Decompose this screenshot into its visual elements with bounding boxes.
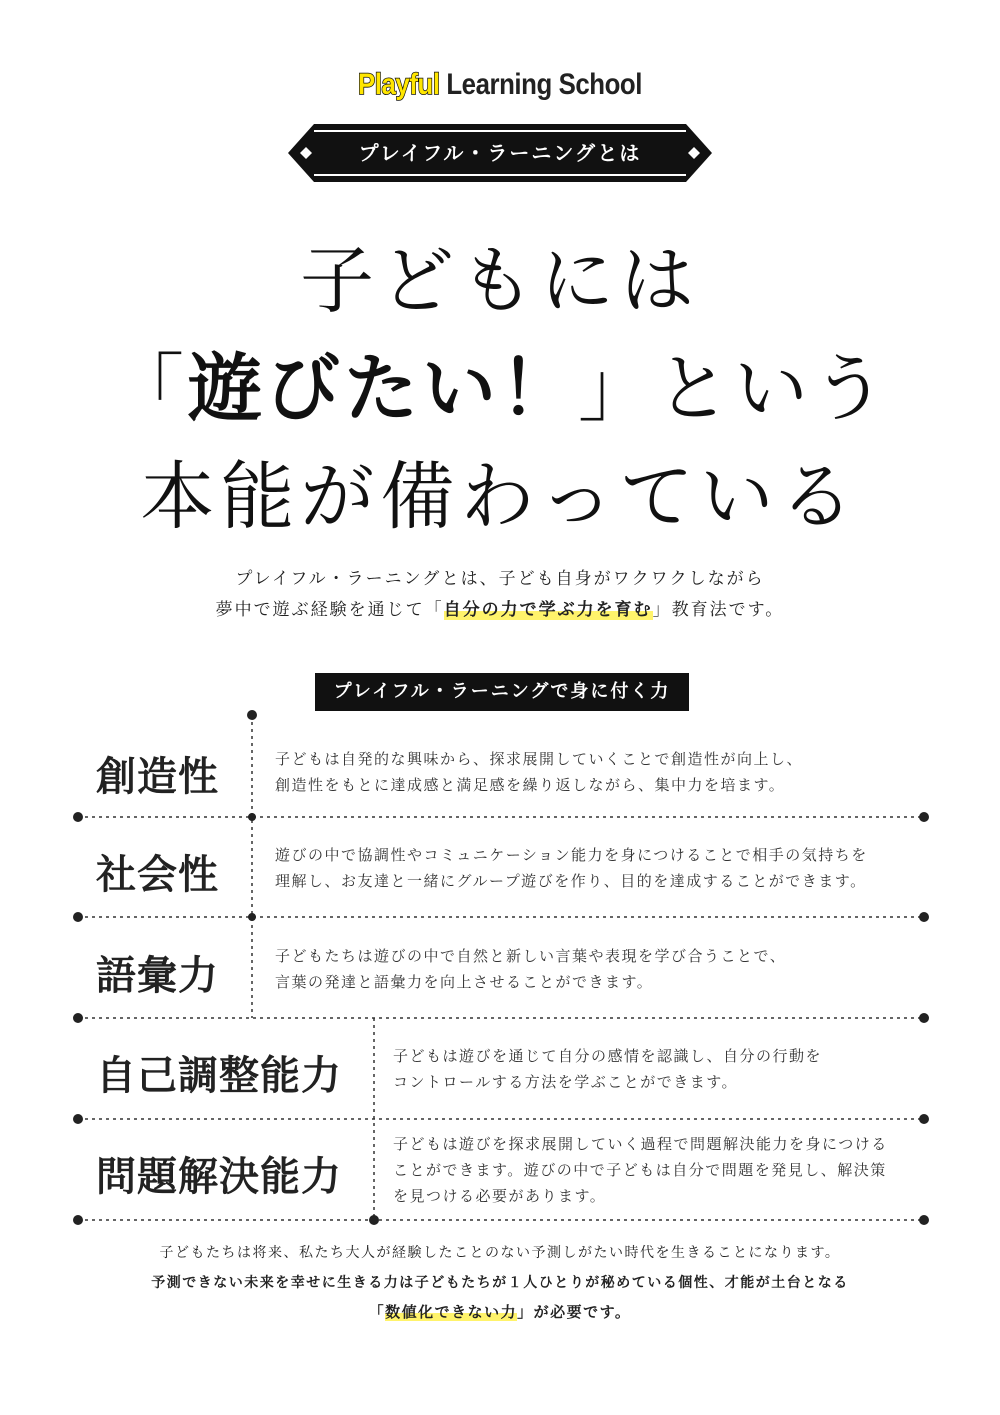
closing-line-2: 予測できない未来を幸せに生きる力は子どもたちが１人ひとりが秘めている個性、才能が土台となる: [151, 1275, 849, 1291]
skill-desc-problem-solving: [393, 1131, 888, 1209]
grid-dot: [73, 912, 83, 922]
grid-dot: [369, 1215, 379, 1225]
intro-line-2-before: 夢中で遊ぶ経験を通じて「: [215, 600, 444, 620]
skill-desc-line: ことができます。遊びの中で子どもは自分で問題を発見し、解決策: [393, 1161, 887, 1179]
skill-desc-line: 理解し、お友達と一緒にグループ遊びを作り、目的を達成することができます。: [275, 872, 867, 890]
logo-rest-words: Learning School: [439, 68, 642, 101]
grid-dot: [73, 1114, 83, 1124]
skill-desc-line: コントロールする方法を学ぶことができます。: [393, 1073, 739, 1091]
grid-dot: [919, 812, 929, 822]
logo-highlight-word: Playful: [357, 68, 440, 101]
grid-dot: [73, 1013, 83, 1023]
skill-desc-line: を見つける必要があります。: [393, 1187, 607, 1205]
headline-line-1: 子どもには: [300, 238, 700, 324]
grid-dot: [73, 1215, 83, 1225]
closing-line-3-rest: 」が必要です。: [517, 1303, 632, 1321]
grid-dot: [919, 1114, 929, 1124]
headline-line-3: 本能が備わっている: [140, 454, 860, 540]
skill-desc-sociality: [275, 842, 868, 894]
skill-desc-creativity: [275, 746, 803, 798]
grid-dot: [919, 1215, 929, 1225]
headline-line-2-rest: 」という: [578, 346, 890, 432]
headline-emphasis: 遊びたい！: [188, 346, 578, 432]
skill-title-vocabulary: 語彙力: [96, 953, 219, 999]
skill-title-sociality: 社会性: [96, 852, 219, 898]
grid-dot: [247, 710, 257, 720]
grid-dot: [919, 1013, 929, 1023]
skill-desc-line: 言葉の発達と語彙力を向上させることができます。: [275, 973, 654, 991]
grid-dot: [73, 812, 83, 822]
skill-desc-line: 子どもは自発的な興味から、探求展開していくことで創造性が向上し、: [275, 750, 804, 768]
intro-line-2-after: 」教育法です。: [652, 600, 785, 620]
skill-desc-line: 子どもたちは遊びの中で自然と新しい言葉や表現を学び合うことで、: [275, 947, 787, 965]
intro-highlight: 自分の力で学ぶ力を育む: [443, 600, 653, 620]
skill-desc-self-regulation: [393, 1043, 822, 1095]
skill-desc-line: 創造性をもとに達成感と満足感を繰り返しながら、集中力を培ます。: [275, 776, 786, 794]
closing-open-bracket: 「: [368, 1303, 386, 1321]
closing-line-3: [0, 1301, 1000, 1322]
grid-dot: [248, 913, 256, 921]
skill-desc-vocabulary: [275, 943, 786, 995]
skill-title-creativity: 創造性: [96, 754, 219, 800]
grid-dot: [919, 912, 929, 922]
skills-section-label: プレイフル・ラーニングで身に付く力: [315, 673, 689, 711]
skill-desc-line: 子どもは遊びを探求展開していく過程で問題解決能力を身につける: [393, 1135, 888, 1153]
closing-line-1: 子どもたちは将来、私たち大人が経験したことのない予測しがたい時代を生きることになります。: [159, 1245, 841, 1261]
closing-highlight: 数値化できない力: [385, 1303, 518, 1321]
skill-title-self-regulation: 自己調整能力: [96, 1053, 342, 1099]
skill-title-problem-solving: 問題解決能力: [96, 1154, 342, 1200]
headline-open-bracket: 「: [110, 346, 188, 432]
skill-desc-line: 遊びの中で協調性やコミュニケーション能力を身につけることで相手の気持ちを: [275, 846, 868, 864]
ribbon-title: プレイフル・ラーニングとは: [358, 141, 642, 165]
intro-line-1: プレイフル・ラーニングとは、子ども自身がワクワクしながら: [235, 569, 765, 589]
grid-dot: [248, 813, 256, 821]
skill-desc-line: 子どもは遊びを通じて自分の感情を認識し、自分の行動を: [393, 1047, 823, 1065]
